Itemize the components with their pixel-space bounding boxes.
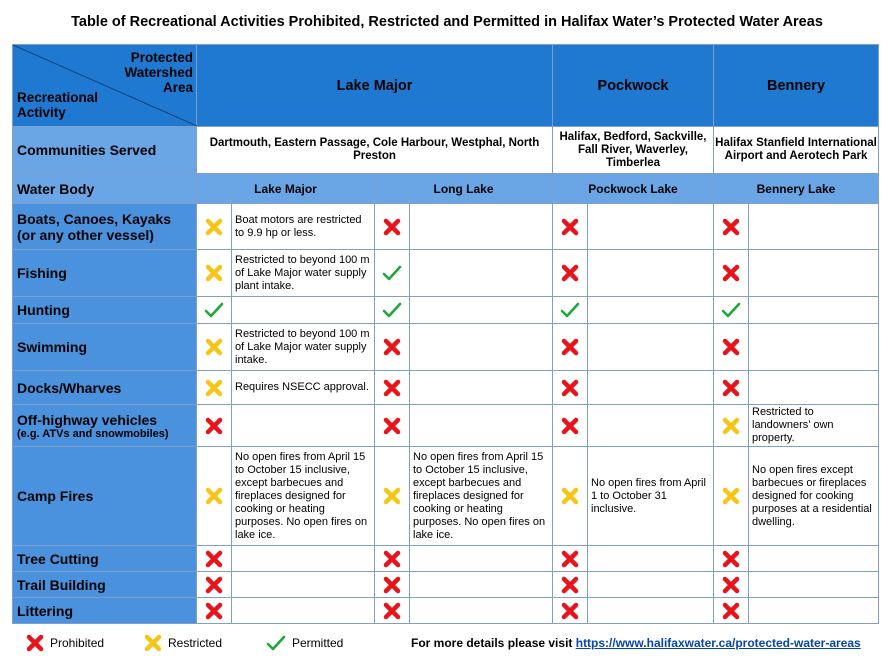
status-cell-pockwock-lake [553, 405, 588, 447]
protected-watershed-area-label: Protected Watershed Area [124, 50, 193, 95]
note-cell-pockwock-lake [588, 204, 714, 250]
note-cell-lake-major: No open fires from April 15 to October 15 inclusive, except barbecues and fireplaces designed for cooking or heating purposes. No open fires on lake ice. [232, 447, 375, 546]
note-cell-lake-major: Restricted to beyond 100 m of Lake Major water supply intake. [232, 324, 375, 371]
prohibited-icon [714, 338, 748, 356]
note-cell-lake-major: Requires NSECC approval. [232, 371, 375, 405]
restricted-icon [714, 487, 748, 505]
activity-name: Camp Fires [17, 488, 94, 504]
note-cell-pockwock-lake [588, 598, 714, 624]
restricted-icon [144, 634, 162, 652]
status-cell-long-lake [375, 546, 410, 572]
status-cell-pockwock-lake [553, 572, 588, 598]
note-cell-long-lake [410, 405, 553, 447]
activity-name: Fishing [17, 265, 67, 281]
activity-label [13, 598, 197, 624]
prohibited-icon [714, 379, 748, 397]
table-row [13, 572, 879, 598]
permitted-icon [553, 301, 587, 319]
restricted-icon [197, 264, 231, 282]
status-cell-long-lake [375, 297, 410, 324]
area-bennery: Bennery [714, 45, 879, 127]
activity-label [13, 546, 197, 572]
permitted-icon [266, 634, 286, 652]
prohibited-icon [553, 550, 587, 568]
prohibited-icon [553, 417, 587, 435]
status-cell-pockwock-lake [553, 447, 588, 546]
restricted-icon [714, 417, 748, 435]
note-cell-lake-major [232, 297, 375, 324]
prohibited-icon [197, 417, 231, 435]
status-cell-long-lake [375, 324, 410, 371]
note-cell-pockwock-lake: No open fires from April 1 to October 31 inclusive. [588, 447, 714, 546]
note-cell-bennery-lake [749, 324, 879, 371]
prohibited-icon [197, 602, 231, 620]
restricted-icon [197, 338, 231, 356]
status-cell-bennery-lake [714, 598, 749, 624]
activity-name: Trail Building [17, 576, 106, 593]
status-cell-long-lake [375, 204, 410, 250]
activity-label [13, 204, 197, 250]
status-cell-bennery-lake [714, 546, 749, 572]
water-body-pockwock-lake: Pockwock Lake [553, 174, 714, 204]
restricted-icon [197, 379, 231, 397]
communities-bennery: Halifax Stanfield International Airport and Aerotech Park [714, 127, 879, 174]
status-cell-long-lake [375, 447, 410, 546]
area-pockwock: Pockwock [553, 45, 714, 127]
legend-permitted-label: Permitted [292, 636, 344, 650]
note-cell-long-lake [410, 546, 553, 572]
activity-label [13, 371, 197, 405]
status-cell-long-lake [375, 371, 410, 405]
status-cell-lake-major [197, 371, 232, 405]
note-cell-bennery-lake [749, 546, 879, 572]
prohibited-icon [26, 634, 44, 652]
table-row [13, 297, 879, 324]
status-cell-lake-major [197, 324, 232, 371]
prohibited-icon [553, 264, 587, 282]
note-cell-long-lake [410, 204, 553, 250]
note-cell-lake-major: Restricted to beyond 100 m of Lake Major water supply plant intake. [232, 250, 375, 297]
prohibited-icon [553, 602, 587, 620]
prohibited-icon [714, 264, 748, 282]
communities-lake-major: Dartmouth, Eastern Passage, Cole Harbour, Westphal, North Preston [197, 127, 553, 174]
status-cell-bennery-lake [714, 572, 749, 598]
area-lake-major: Lake Major [197, 45, 553, 127]
permitted-icon [375, 264, 409, 282]
communities-served-label: Communities Served [13, 127, 197, 174]
activity-subtitle: (e.g. ATVs and snowmobiles) [17, 427, 169, 440]
prohibited-icon [375, 417, 409, 435]
status-cell-long-lake [375, 572, 410, 598]
note-cell-long-lake [410, 250, 553, 297]
status-cell-lake-major [197, 405, 232, 447]
prohibited-icon [197, 550, 231, 568]
status-cell-pockwock-lake [553, 204, 588, 250]
activity-label [13, 447, 197, 546]
prohibited-icon [197, 576, 231, 594]
status-cell-bennery-lake [714, 250, 749, 297]
note-cell-bennery-lake: No open fires except barbecues or fireplaces designed for cooking purposes at a residential dwelling. [749, 447, 879, 546]
status-cell-bennery-lake [714, 447, 749, 546]
status-cell-bennery-lake [714, 297, 749, 324]
table-row [13, 250, 879, 297]
status-cell-lake-major [197, 204, 232, 250]
note-cell-bennery-lake [749, 204, 879, 250]
status-cell-pockwock-lake [553, 324, 588, 371]
note-cell-long-lake [410, 297, 553, 324]
activity-label [13, 572, 197, 598]
status-cell-pockwock-lake [553, 371, 588, 405]
activity-subtitle: (or any other vessel) [17, 226, 154, 243]
note-cell-pockwock-lake [588, 371, 714, 405]
status-cell-pockwock-lake [553, 598, 588, 624]
permitted-icon [197, 301, 231, 319]
status-cell-lake-major [197, 546, 232, 572]
status-cell-long-lake [375, 405, 410, 447]
status-cell-bennery-lake [714, 204, 749, 250]
note-cell-long-lake [410, 572, 553, 598]
permitted-icon [375, 301, 409, 319]
status-cell-bennery-lake [714, 324, 749, 371]
restricted-icon [197, 487, 231, 505]
note-cell-long-lake [410, 371, 553, 405]
note-cell-long-lake [410, 598, 553, 624]
note-cell-bennery-lake [749, 297, 879, 324]
activities-table [12, 44, 879, 624]
prohibited-icon [553, 338, 587, 356]
note-cell-lake-major [232, 598, 375, 624]
prohibited-icon [375, 338, 409, 356]
note-cell-bennery-lake [749, 250, 879, 297]
protected-water-areas-link[interactable]: https://www.halifaxwater.ca/protected-water-areas [575, 636, 861, 650]
note-cell-long-lake: No open fires from April 15 to October 15 inclusive, except barbecues and fireplaces designed for cooking or heating purposes. No open fires on lake ice. [410, 447, 553, 546]
restricted-icon [553, 487, 587, 505]
activity-label [13, 250, 197, 297]
note-cell-lake-major [232, 546, 375, 572]
communities-pockwock: Halifax, Bedford, Sackville, Fall River, Waverley, Timberlea [553, 127, 714, 174]
status-cell-pockwock-lake [553, 250, 588, 297]
legend-permitted [266, 634, 343, 652]
prohibited-icon [375, 550, 409, 568]
table-title: Table of Recreational Activities Prohibited, Restricted and Permitted in Halifax Water’s Protected Water Areas [71, 14, 823, 30]
table-row [13, 405, 879, 447]
legend-restricted-label: Restricted [168, 636, 223, 650]
status-cell-lake-major [197, 598, 232, 624]
legend-restricted [144, 634, 222, 652]
note-cell-lake-major [232, 405, 375, 447]
legend-prohibited [26, 634, 104, 652]
prohibited-icon [375, 602, 409, 620]
note-cell-pockwock-lake [588, 297, 714, 324]
note-cell-lake-major: Boat motors are restricted to 9.9 hp or less. [232, 204, 375, 250]
activity-label [13, 297, 197, 324]
status-cell-pockwock-lake [553, 297, 588, 324]
status-cell-long-lake [375, 250, 410, 297]
status-cell-long-lake [375, 598, 410, 624]
note-cell-bennery-lake: Restricted to landowners’ own property. [749, 405, 879, 447]
prohibited-icon [553, 576, 587, 594]
note-cell-pockwock-lake [588, 405, 714, 447]
prohibited-icon [714, 576, 748, 594]
activity-name: Tree Cutting [17, 550, 99, 567]
recreational-activity-label: Recreational Activity [17, 90, 99, 120]
permitted-icon [714, 301, 748, 319]
prohibited-icon [714, 602, 748, 620]
prohibited-icon [375, 379, 409, 397]
status-cell-lake-major [197, 250, 232, 297]
activity-label [13, 405, 197, 447]
activity-name: Off-highway vehicles [17, 411, 158, 428]
restricted-icon [375, 487, 409, 505]
status-cell-bennery-lake [714, 405, 749, 447]
restricted-icon [197, 218, 231, 236]
water-body-bennery-lake: Bennery Lake [714, 174, 879, 204]
legend-prohibited-label: Prohibited [50, 636, 105, 650]
note-cell-bennery-lake [749, 371, 879, 405]
activity-name: Swimming [17, 339, 88, 355]
table-row [13, 324, 879, 371]
note-cell-pockwock-lake [588, 572, 714, 598]
status-cell-lake-major [197, 572, 232, 598]
prohibited-icon [553, 218, 587, 236]
prohibited-icon [553, 379, 587, 397]
table-row [13, 371, 879, 405]
water-body-lake-major: Lake Major [197, 174, 375, 204]
table-row [13, 546, 879, 572]
activity-name: Docks/Wharves [17, 379, 122, 396]
activity-name: Boats, Canoes, Kayaks [17, 210, 172, 227]
prohibited-icon [714, 550, 748, 568]
table-row [13, 447, 879, 546]
prohibited-icon [375, 218, 409, 236]
activity-name: Littering [17, 602, 73, 619]
activity-label [13, 324, 197, 371]
note-cell-bennery-lake [749, 572, 879, 598]
note-cell-bennery-lake [749, 598, 879, 624]
table-row [13, 204, 879, 250]
note-cell-lake-major [232, 572, 375, 598]
legend [26, 634, 886, 656]
status-cell-lake-major [197, 447, 232, 546]
status-cell-bennery-lake [714, 371, 749, 405]
status-cell-pockwock-lake [553, 546, 588, 572]
table-row [13, 598, 879, 624]
water-body-label: Water Body [13, 174, 197, 204]
prohibited-icon [375, 576, 409, 594]
more-details-text [411, 636, 861, 650]
activity-name: Hunting [17, 302, 70, 318]
more-details-label: For more details please visit [411, 636, 576, 650]
note-cell-long-lake [410, 324, 553, 371]
note-cell-pockwock-lake [588, 324, 714, 371]
corner-header-cell [13, 45, 197, 127]
note-cell-pockwock-lake [588, 546, 714, 572]
status-cell-lake-major [197, 297, 232, 324]
water-body-long-lake: Long Lake [375, 174, 553, 204]
note-cell-pockwock-lake [588, 250, 714, 297]
prohibited-icon [714, 218, 748, 236]
